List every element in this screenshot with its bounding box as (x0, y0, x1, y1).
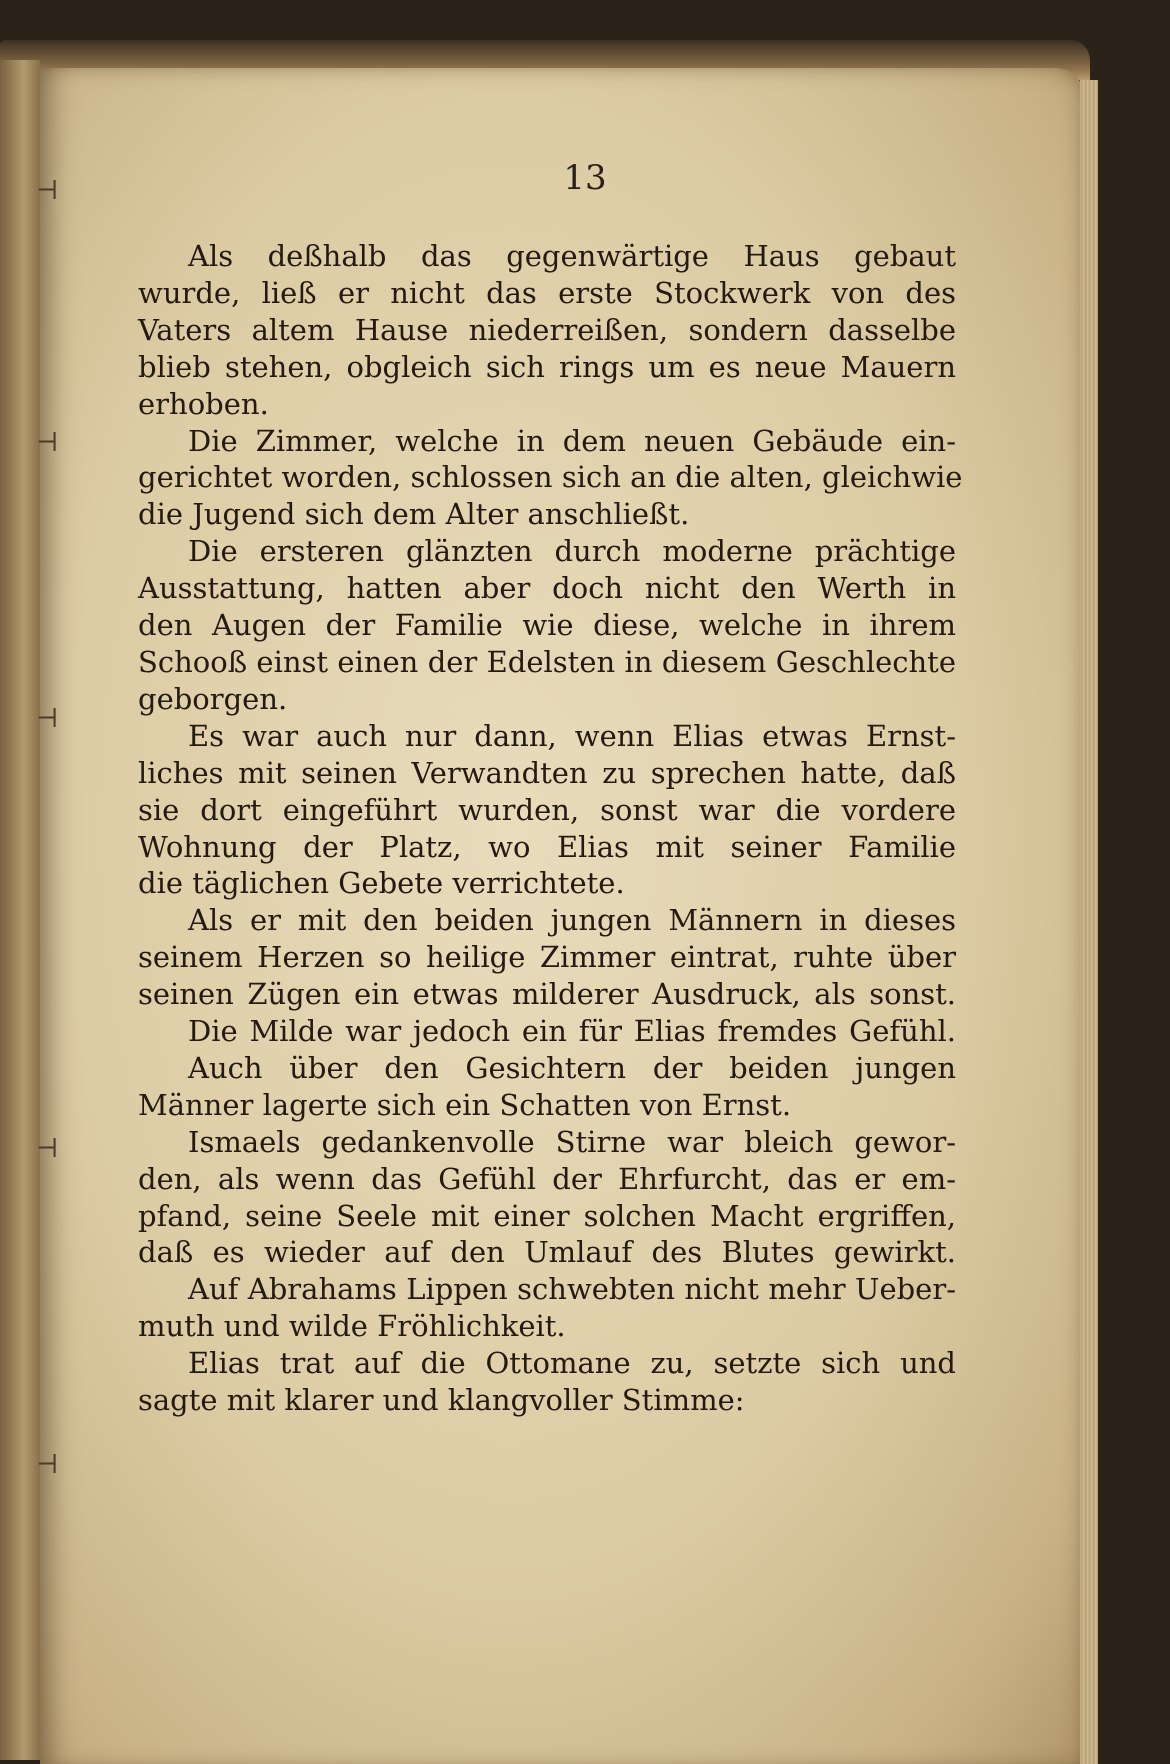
text-line: Schooß einst einen der Edelsten in diesem Geschlechte (138, 644, 956, 679)
text-line: Als er mit den beiden jungen Männern in dieses (188, 903, 956, 938)
text-line: den, als wenn das Gefühl der Ehrfurcht, das er em- (138, 1161, 956, 1196)
binding-mark-icon: ⊣ (36, 428, 59, 458)
text-line: Die ersteren glänzten durch moderne prächtige (188, 534, 956, 569)
page-number: 13 (563, 158, 607, 198)
text-line: Die Milde war jedoch ein für Elias fremdes Gefühl. (188, 1014, 956, 1049)
text-line: Vaters altem Hause niederreißen, sondern dasselbe (138, 312, 956, 347)
text-line: wurde, ließ er nicht das erste Stockwerk von des (138, 275, 956, 310)
body-text (138, 238, 963, 1419)
binding-mark-icon: ⊣ (36, 1134, 59, 1164)
text-line: die täglichen Gebete verrichtete. (138, 866, 625, 901)
text-line: den Augen der Familie wie diese, welche in ihrem (138, 608, 956, 643)
text-line: Auch über den Gesichtern der beiden jungen (188, 1050, 956, 1085)
text-line: geborgen. (138, 681, 288, 716)
text-line: Männer lagerte sich ein Schatten von Ernst. (138, 1087, 792, 1122)
text-line: Ausstattung, hatten aber doch nicht den Werth in (138, 571, 956, 606)
text-line: daß es wieder auf den Umlauf des Blutes gewirkt. (138, 1235, 956, 1270)
binding-mark-icon: ⊣ (36, 1450, 59, 1480)
text-line: Die Zimmer, welche in dem neuen Gebäude ein- (188, 423, 956, 458)
text-line: sagte mit klarer und klangvoller Stimme: (138, 1383, 745, 1418)
text-line: Es war auch nur dann, wenn Elias etwas Ernst- (188, 718, 956, 753)
text-line: pfand, seine Seele mit einer solchen Macht ergriffen, (138, 1198, 956, 1233)
text-line: blieb stehen, obgleich sich rings um es neue Mauern (138, 349, 956, 384)
text-line: seinem Herzen so heilige Zimmer eintrat, ruhte über (138, 940, 956, 975)
text-line: Wohnung der Platz, wo Elias mit seiner Familie (138, 829, 956, 864)
text-line: die Jugend sich dem Alter anschließt. (138, 497, 690, 532)
page-fore-edge (1080, 80, 1098, 1764)
text-line: Auf Abrahams Lippen schwebten nicht mehr Ueber- (188, 1272, 956, 1307)
text-line: Als deßhalb das gegenwärtige Haus gebaut (188, 239, 956, 273)
text-line: seinen Zügen ein etwas milderer Ausdruck, als sonst. (138, 977, 956, 1012)
text-line: Elias trat auf die Ottomane zu, setzte sich und (188, 1346, 956, 1381)
text-line: muth und wilde Fröhlichkeit. (138, 1309, 566, 1344)
text-line: liches mit seinen Verwandten zu sprechen hatte, daß (138, 755, 956, 790)
text-line: sie dort eingeführt wurden, sonst war die vordere (138, 792, 956, 827)
text-line: erhoben. (138, 386, 269, 421)
binding-mark-icon: ⊣ (36, 704, 59, 734)
previous-page-edge (0, 60, 40, 1760)
text-line: gerichtet worden, schlossen sich an die alten, gleichwie (138, 460, 963, 495)
text-line: Ismaels gedankenvolle Stirne war bleich gewor- (188, 1124, 956, 1159)
binding-mark-icon: ⊣ (36, 176, 59, 206)
